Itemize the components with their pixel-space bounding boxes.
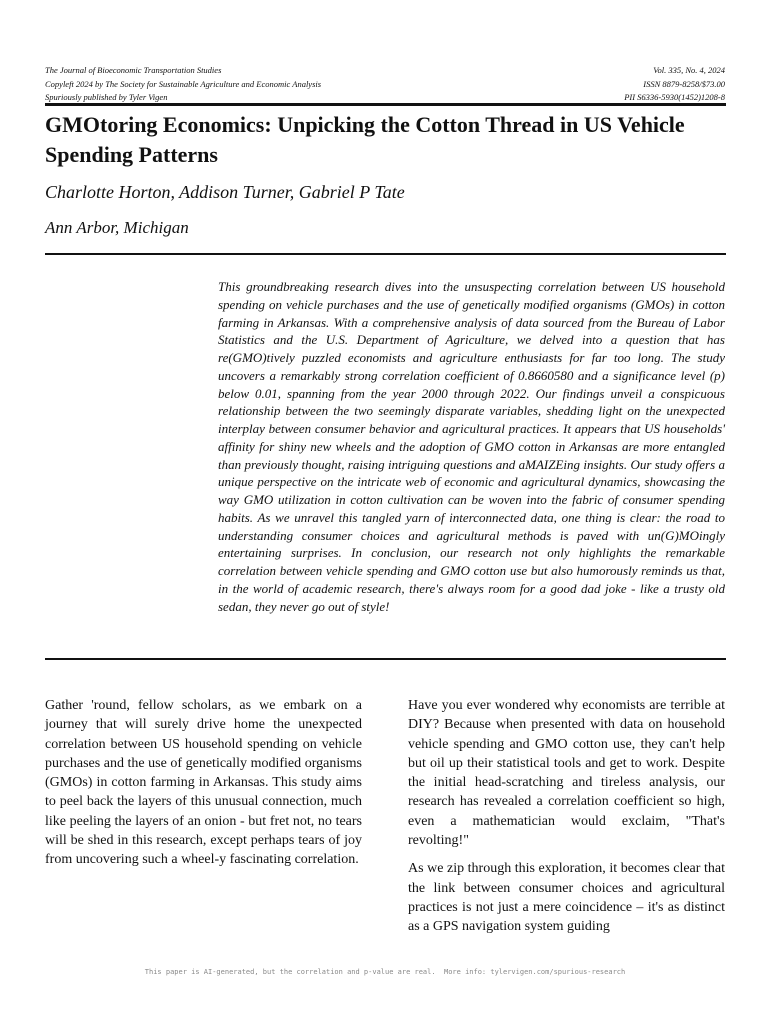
journal-name: The Journal of Bioeconomic Transportation Studies (45, 65, 222, 75)
body-right-column (408, 696, 725, 940)
intro-paragraph: Gather 'round, fellow scholars, as we embark on a journey that will surely drive home the unexpected correlation between US household spending on vehicle purchases and the use of genetically modified organisms (GMOs) in cotton farming in Arkansas. This study aims to peel back the layers of this unusual connection, much like peeling the layers of an onion - but fret not, no tears will be shed in this research, except perhaps tears of joy from uncovering such a wheel-y fascinating correlation. (45, 698, 362, 868)
author-location: Ann Arbor, Michigan (45, 218, 189, 237)
abstract-top-divider (45, 253, 726, 255)
header-divider (45, 103, 726, 106)
journal-header-right (624, 64, 725, 105)
body-paragraph: Have you ever wondered why economists are terrible at DIY? Because when presented with data on household vehicle spending and GMO cotton use, they can't help but oil up their statistical tools and get to work. Despite the initial head-scratching and tireless analysis, our research has revealed a correlation coefficient so high, even a mathematician would exclaim, "That's revolting!" (408, 698, 725, 849)
journal-header-left (45, 64, 321, 105)
publisher-line: Spuriously published by Tyler Vigen (45, 92, 168, 102)
copyleft-notice: Copyleft 2024 by The Society for Sustainable Agriculture and Economic Analysis (45, 78, 322, 89)
volume-info: Vol. 335, No. 4, 2024 (653, 65, 725, 75)
paper-title: GMOtoring Economics: Unpicking the Cotton Thread in US Vehicle Spending Patterns (45, 112, 685, 167)
issn-info: ISSN 8879-8258/$73.00 (643, 78, 725, 89)
abstract-bottom-divider (45, 658, 726, 660)
body-left-column (45, 696, 362, 879)
abstract-text: This groundbreaking research dives into the unsuspecting correlation between US household spending on vehicle purchases and the use of genetically modified organisms (GMOs) in cotton farming in Arkansas. With a comprehensive analysis of data sourced from the Bureau of Labor Statistics and the U.S. Department of Agriculture, we delved into a question that has re(GMO)tively puzzled economists and agriculture enthusiasts for far too long. The study uncovers a remarkably strong correlation coefficient of 0.8660580 and a significance level (p) below 0.01, spanning from the year 2000 through 2022. Our findings unveil a conspicuous relationship between the two seemingly disparate variables, shedding light on the unexpected interplay between consumer behavior and agricultural practices. It appears that US households' affinity for shiny new wheels and the adoption of GMO cotton in Arkansas are more entangled than previously thought, raising intriguing questions and aMAIZEing insights. Our study offers a unique perspective on the intricate web of economic and agricultural dynamics, showcasing the way GMO utilization in cotton cultivation can be woven into the fabric of consumer spending habits. As we unravel this tangled yarn of interconnected data, one thing is clear: the road to understanding consumer choices and agricultural methods is paved with un(G)MOingly entertaining surprises. In conclusion, our research not only highlights the remarkable correlation between vehicle spending and GMO cotton use but also humorously reminds us that, in the world of academic research, there's always room for a good dad joke - like a trusty old sedan, they never go out of style! (218, 279, 725, 614)
pii-info: PII S6336-5930(1452)1208-8 (624, 92, 725, 102)
footer-note: This paper is AI-generated, but the correlation and p-value are real. More info: tylervigen.com/spurious-research (144, 968, 626, 976)
author-list: Charlotte Horton, Addison Turner, Gabriel P Tate (45, 182, 405, 202)
body-paragraph: As we zip through this exploration, it becomes clear that the link between consumer choices and agricultural practices is not just a mere coincidence – it's as distinct as a GPS navigation system guiding (408, 861, 725, 935)
